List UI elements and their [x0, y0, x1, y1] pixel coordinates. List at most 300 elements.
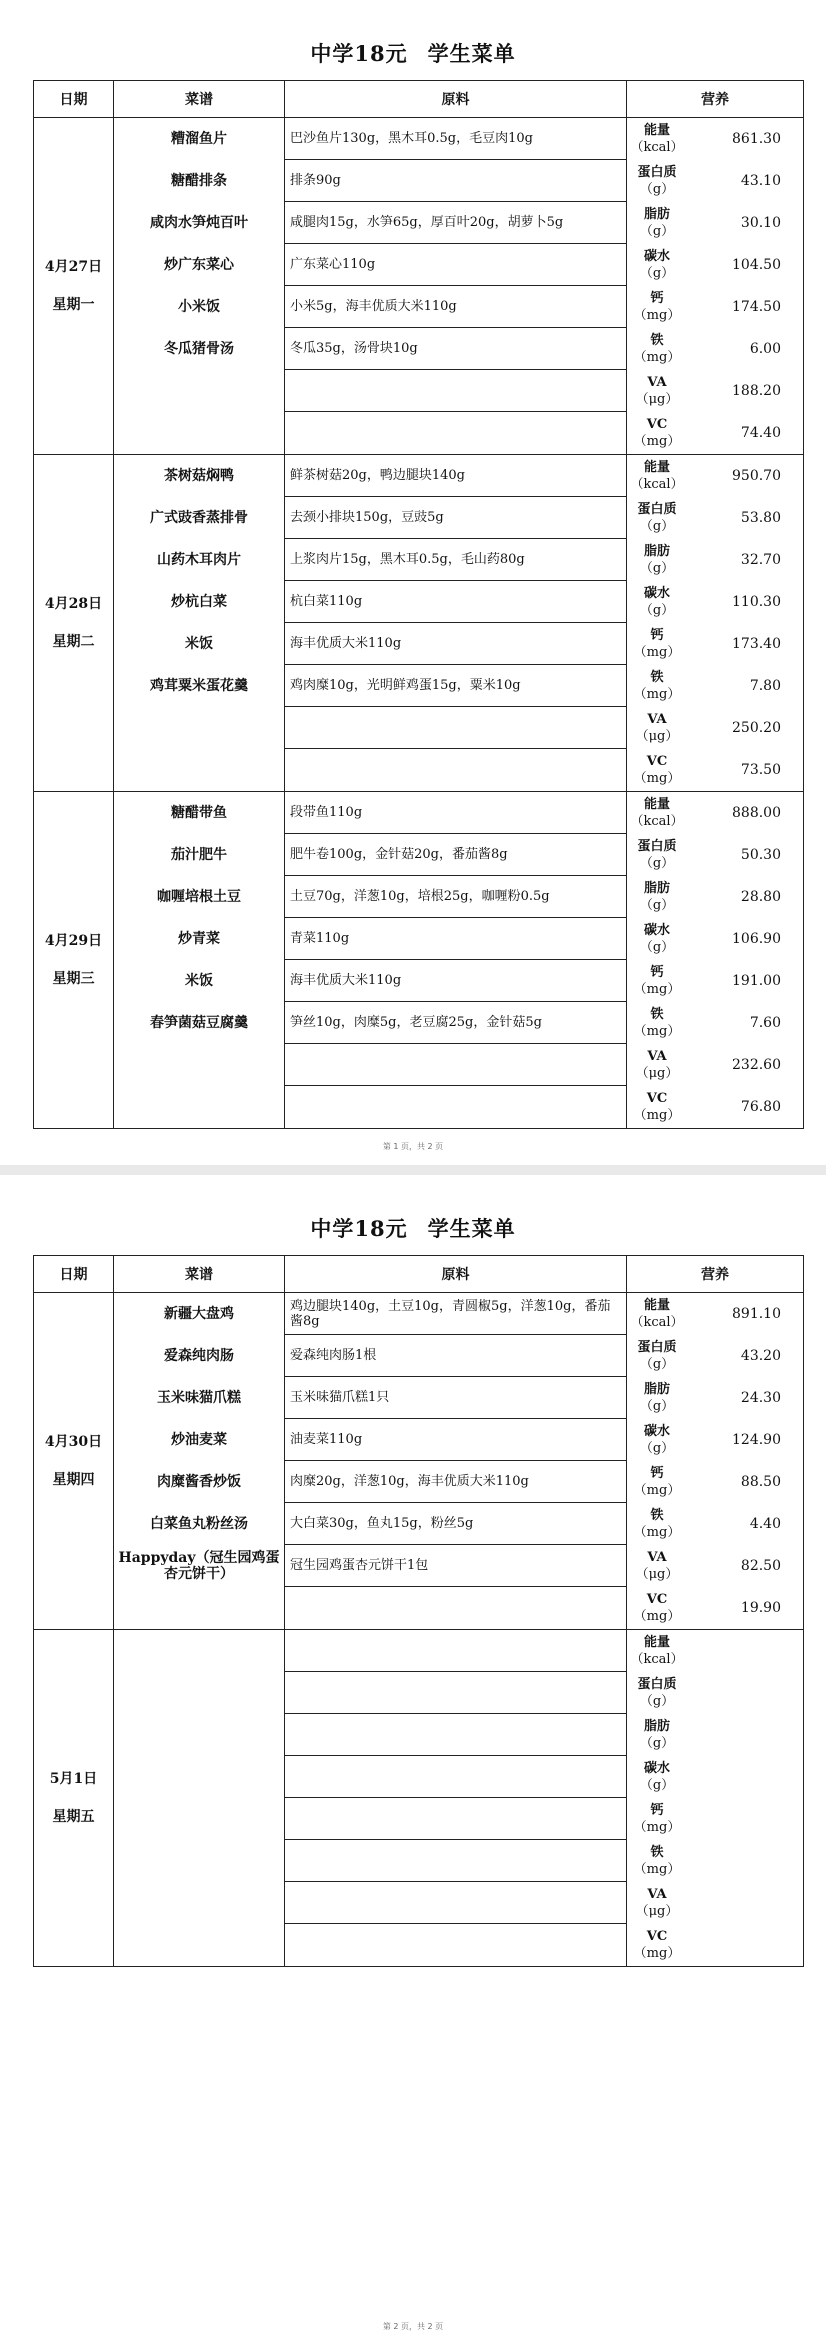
- menu-table: [33, 1255, 804, 1967]
- ingredient-line: 巴沙鱼片130g，黑木耳0.5g，毛豆肉10g: [285, 118, 626, 160]
- nutrient-value: 888.00: [732, 805, 781, 821]
- nutrient-unit: （mg）: [633, 1525, 681, 1540]
- ingredients-cell: [285, 118, 627, 455]
- nutrient-row: [627, 749, 803, 791]
- nutrient-value: 110.30: [732, 594, 781, 610]
- ingredient-line: 去颈小排块150g，豆豉5g: [285, 497, 626, 539]
- dish-cell: [114, 1293, 285, 1630]
- nutrient-unit: （mg）: [633, 645, 681, 660]
- nutrient-name: 蛋白质: [637, 839, 677, 854]
- menu-page-2: [0, 1175, 826, 2338]
- nutrient-value: 250.20: [732, 720, 781, 736]
- ingredient-line: [285, 412, 626, 454]
- nutrient-value: 76.80: [740, 1099, 781, 1115]
- dish-name: 广式豉香蒸排骨: [150, 510, 248, 526]
- date-cell: [34, 118, 114, 455]
- nutrient-name: 钙: [650, 1803, 664, 1818]
- nutrient-row: [627, 1798, 803, 1840]
- nutrient-name: 蛋白质: [637, 502, 677, 517]
- nutrient-label: [627, 627, 687, 661]
- date-cell: [34, 1293, 114, 1630]
- nutrient-value: 30.10: [740, 215, 781, 231]
- nutrient-name: 蛋白质: [637, 1677, 677, 1692]
- nutrient-row: [627, 497, 803, 539]
- date-label: 4月27日: [44, 259, 103, 275]
- nutrient-unit: （g）: [639, 940, 675, 955]
- nutrient-name: 钙: [650, 1466, 664, 1481]
- weekday-label: 星期五: [52, 1809, 95, 1825]
- nutrient-label: [627, 164, 687, 198]
- dish-name: 糖醋带鱼: [171, 805, 227, 821]
- nutrient-row: [627, 1840, 803, 1882]
- page-footer: 第 2 页，共 2 页: [382, 2322, 444, 2331]
- nutrient-row: [627, 455, 803, 497]
- ingredients-cell: [285, 455, 627, 792]
- nutrient-label: [627, 543, 687, 577]
- dish-name: 咸肉水笋炖百叶: [150, 215, 248, 231]
- nutrient-value: 104.50: [732, 257, 781, 273]
- nutrient-name: 铁: [650, 1845, 664, 1860]
- nutrient-value: 6.00: [749, 341, 781, 357]
- nutrient-row: [627, 1419, 803, 1461]
- nutrient-label: [627, 1718, 687, 1752]
- nutrient-row: [627, 665, 803, 707]
- nutrient-value: 73.50: [740, 762, 781, 778]
- nutrient-name: 铁: [650, 670, 664, 685]
- nutrient-name: 铁: [650, 1508, 664, 1523]
- nutrient-label: [627, 1591, 687, 1625]
- nutrient-row: [627, 707, 803, 749]
- nutrient-unit: （mg）: [633, 771, 681, 786]
- header-dish: 菜谱: [114, 1256, 285, 1293]
- nutrient-value: 4.40: [749, 1516, 781, 1532]
- nutrient-row: [627, 412, 803, 454]
- header-ingredients: 原料: [285, 81, 627, 118]
- nutrient-unit: （mg）: [633, 1024, 681, 1039]
- dish-name: 茄汁肥牛: [171, 847, 227, 863]
- nutrient-row: [627, 876, 803, 918]
- ingredient-line: [285, 1882, 626, 1924]
- ingredient-line: 土豆70g，洋葱10g，培根25g，咖喱粉0.5g: [285, 876, 626, 918]
- nutrient-label: [627, 838, 687, 872]
- dish-name: 爱森纯肉肠: [164, 1348, 234, 1364]
- nutrient-label: [627, 1048, 687, 1082]
- nutrient-name: 能量: [643, 1298, 670, 1313]
- nutrient-name: VC: [646, 1929, 668, 1944]
- date-label: 5月1日: [49, 1771, 98, 1787]
- dish-name: 鸡茸粟米蛋花羹: [150, 678, 248, 694]
- nutrient-row: [627, 370, 803, 412]
- dish-cell: [114, 455, 285, 792]
- ingredient-line: 杭白菜110g: [285, 581, 626, 623]
- nutrient-row: [627, 834, 803, 876]
- header-dish: 菜谱: [114, 81, 285, 118]
- nutrient-label: [627, 669, 687, 703]
- ingredient-line: 肉糜20g，洋葱10g，海丰优质大米110g: [285, 1461, 626, 1503]
- nutrition-cell: [627, 792, 804, 1129]
- nutrient-value: 88.50: [740, 1474, 781, 1490]
- nutrient-unit: （μg）: [635, 729, 679, 744]
- nutrient-unit: （g）: [639, 266, 675, 281]
- nutrient-unit: （kcal）: [630, 477, 684, 492]
- ingredient-line: 鸡肉糜10g，光明鲜鸡蛋15g，粟米10g: [285, 665, 626, 707]
- ingredient-line: [285, 1924, 626, 1966]
- nutrient-label: [627, 1886, 687, 1920]
- nutrient-unit: （mg）: [633, 308, 681, 323]
- nutrient-name: VA: [647, 1550, 667, 1565]
- nutrient-row: [627, 1086, 803, 1128]
- ingredient-line: 油麦菜110g: [285, 1419, 626, 1461]
- ingredient-line: 上浆肉片15g，黑木耳0.5g，毛山药80g: [285, 539, 626, 581]
- nutrient-row: [627, 918, 803, 960]
- nutrient-row: [627, 1293, 803, 1335]
- ingredient-line: 小米5g，海丰优质大米110g: [285, 286, 626, 328]
- nutrient-unit: （mg）: [633, 1108, 681, 1123]
- nutrient-row: [627, 1545, 803, 1587]
- dish-name: 春笋菌菇豆腐羹: [150, 1015, 248, 1031]
- nutrient-unit: （g）: [639, 1778, 675, 1793]
- nutrient-row: [627, 1377, 803, 1419]
- nutrient-unit: （g）: [639, 856, 675, 871]
- nutrient-label: [627, 711, 687, 745]
- nutrient-unit: （kcal）: [630, 140, 684, 155]
- nutrient-value: 950.70: [732, 468, 781, 484]
- nutrient-unit: （g）: [639, 224, 675, 239]
- nutrient-unit: （mg）: [633, 350, 681, 365]
- nutrient-value: 43.10: [740, 173, 781, 189]
- ingredient-line: 青菜110g: [285, 918, 626, 960]
- nutrient-name: VA: [647, 712, 667, 727]
- nutrient-name: VA: [647, 1887, 667, 1902]
- nutrient-unit: （g）: [639, 898, 675, 913]
- nutrition-cell: [627, 455, 804, 792]
- nutrient-label: [627, 1507, 687, 1541]
- nutrient-name: VC: [646, 1592, 668, 1607]
- nutrient-label: [627, 122, 687, 156]
- day-row: [34, 1630, 804, 1967]
- ingredient-line: 爱森纯肉肠1根: [285, 1335, 626, 1377]
- nutrient-unit: （g）: [639, 182, 675, 197]
- nutrient-label: [627, 1676, 687, 1710]
- nutrient-value: 173.40: [732, 636, 781, 652]
- header-date: 日期: [34, 1256, 114, 1293]
- menu-page-1: [0, 0, 826, 1165]
- nutrient-unit: （mg）: [633, 687, 681, 702]
- nutrient-value: 191.00: [732, 973, 781, 989]
- nutrient-label: [627, 1381, 687, 1415]
- ingredient-line: 鲜茶树菇20g，鸭边腿块140g: [285, 455, 626, 497]
- ingredient-line: 冠生园鸡蛋杏元饼干1包: [285, 1545, 626, 1587]
- nutrient-unit: （mg）: [633, 1862, 681, 1877]
- ingredient-line: [285, 1840, 626, 1882]
- nutrient-value: 24.30: [740, 1390, 781, 1406]
- dish-name: 肉糜酱香炒饭: [157, 1474, 241, 1490]
- nutrient-value: 53.80: [740, 510, 781, 526]
- dish-name: 山药木耳肉片: [157, 552, 241, 568]
- nutrient-row: [627, 1924, 803, 1966]
- nutrient-name: 能量: [643, 797, 670, 812]
- page-footer: 第 1 页，共 2 页: [382, 1142, 444, 1151]
- nutrient-label: [627, 585, 687, 619]
- nutrient-value: 124.90: [732, 1432, 781, 1448]
- ingredient-line: 鸡边腿块140g，土豆10g，青圆椒5g，洋葱10g，番茄酱8g: [285, 1293, 626, 1335]
- nutrition-cell: [627, 1293, 804, 1630]
- ingredient-line: [285, 749, 626, 791]
- nutrient-unit: （g）: [639, 603, 675, 618]
- nutrient-row: [627, 1630, 803, 1672]
- nutrient-value: 32.70: [740, 552, 781, 568]
- dish-name: 小米饭: [178, 299, 220, 315]
- nutrient-row: [627, 286, 803, 328]
- nutrient-unit: （kcal）: [630, 814, 684, 829]
- nutrient-name: VC: [646, 417, 668, 432]
- nutrient-row: [627, 1002, 803, 1044]
- nutrient-unit: （mg）: [633, 1483, 681, 1498]
- nutrient-label: [627, 796, 687, 830]
- nutrient-row: [627, 1882, 803, 1924]
- nutrient-unit: （g）: [639, 1736, 675, 1751]
- nutrient-value: 28.80: [740, 889, 781, 905]
- menu-table: [33, 80, 804, 1129]
- nutrient-row: [627, 960, 803, 1002]
- nutrient-value: 7.60: [749, 1015, 781, 1031]
- header-date: 日期: [34, 81, 114, 118]
- nutrient-name: 铁: [650, 1007, 664, 1022]
- nutrient-name: 碳水: [643, 249, 670, 264]
- page-title: 中学18元 学生菜单: [310, 1216, 516, 1241]
- dish-name: 糟溜鱼片: [171, 131, 227, 147]
- nutrient-value: 861.30: [732, 131, 781, 147]
- dish-name: 新疆大盘鸡: [164, 1306, 234, 1322]
- ingredient-line: [285, 707, 626, 749]
- ingredients-cell: [285, 792, 627, 1129]
- page-title: 中学18元 学生菜单: [310, 41, 516, 66]
- nutrient-label: [627, 1339, 687, 1373]
- dish-name: 炒广东菜心: [164, 257, 234, 273]
- dish-name: 茶树菇焖鸭: [164, 468, 234, 484]
- nutrient-row: [627, 328, 803, 370]
- nutrient-unit: （g）: [639, 519, 675, 534]
- nutrient-name: 能量: [643, 460, 670, 475]
- nutrient-label: [627, 1928, 687, 1962]
- ingredient-line: [285, 1756, 626, 1798]
- nutrient-name: VC: [646, 754, 668, 769]
- nutrient-label: [627, 1297, 687, 1331]
- nutrient-unit: （g）: [639, 1441, 675, 1456]
- nutrient-unit: （mg）: [633, 982, 681, 997]
- dish-name: Happyday（冠生园鸡蛋杏元饼干）: [118, 1550, 280, 1582]
- nutrient-row: [627, 1672, 803, 1714]
- nutrient-name: VA: [647, 375, 667, 390]
- header-nutrition: 营养: [627, 81, 804, 118]
- nutrient-value: 188.20: [732, 383, 781, 399]
- nutrient-row: [627, 244, 803, 286]
- nutrition-cell: [627, 1630, 804, 1967]
- nutrient-label: [627, 290, 687, 324]
- dish-name: 糖醋排条: [171, 173, 227, 189]
- nutrient-name: VC: [646, 1091, 668, 1106]
- nutrient-name: 脂肪: [643, 207, 670, 222]
- dish-cell: [114, 118, 285, 455]
- nutrient-value: 82.50: [740, 1558, 781, 1574]
- nutrient-name: 碳水: [643, 1424, 670, 1439]
- ingredient-line: 海丰优质大米110g: [285, 623, 626, 665]
- dish-name: 米饭: [185, 636, 213, 652]
- nutrient-value: 174.50: [732, 299, 781, 315]
- nutrient-row: [627, 581, 803, 623]
- weekday-label: 星期二: [52, 634, 95, 650]
- dish-cell: [114, 792, 285, 1129]
- nutrient-label: [627, 1634, 687, 1668]
- nutrient-unit: （g）: [639, 1399, 675, 1414]
- ingredients-cell: [285, 1630, 627, 1967]
- dish-cell: [114, 1630, 285, 1967]
- nutrient-label: [627, 1844, 687, 1878]
- weekday-label: 星期三: [52, 971, 95, 987]
- ingredient-line: [285, 370, 626, 412]
- nutrient-name: 能量: [643, 1635, 670, 1650]
- nutrient-row: [627, 1587, 803, 1629]
- nutrient-name: 蛋白质: [637, 1340, 677, 1355]
- nutrient-value: 43.20: [740, 1348, 781, 1364]
- nutrient-row: [627, 160, 803, 202]
- nutrient-label: [627, 1760, 687, 1794]
- ingredient-line: 段带鱼110g: [285, 792, 626, 834]
- ingredient-line: 笋丝10g，肉糜5g，老豆腐25g，金针菇5g: [285, 1002, 626, 1044]
- nutrient-row: [627, 1714, 803, 1756]
- nutrient-value: 74.40: [740, 425, 781, 441]
- ingredient-line: 海丰优质大米110g: [285, 960, 626, 1002]
- nutrient-unit: （mg）: [633, 1946, 681, 1961]
- nutrient-label: [627, 206, 687, 240]
- dish-name: 冬瓜猪骨汤: [164, 341, 234, 357]
- date-cell: [34, 792, 114, 1129]
- nutrient-row: [627, 202, 803, 244]
- nutrient-name: 碳水: [643, 1761, 670, 1776]
- ingredient-line: 咸腿肉15g，水笋65g，厚百叶20g，胡萝卜5g: [285, 202, 626, 244]
- nutrient-unit: （mg）: [633, 434, 681, 449]
- dish-name: 米饭: [185, 973, 213, 989]
- dish-name: 玉米味猫爪糕: [157, 1390, 241, 1406]
- nutrient-value: 50.30: [740, 847, 781, 863]
- nutrient-unit: （g）: [639, 561, 675, 576]
- nutrient-row: [627, 1461, 803, 1503]
- nutrient-row: [627, 1335, 803, 1377]
- day-row: [34, 1293, 804, 1630]
- ingredient-line: 广东菜心110g: [285, 244, 626, 286]
- nutrient-name: 碳水: [643, 586, 670, 601]
- nutrient-row: [627, 539, 803, 581]
- nutrient-name: 碳水: [643, 923, 670, 938]
- nutrient-label: [627, 922, 687, 956]
- nutrient-unit: （kcal）: [630, 1315, 684, 1330]
- header-ingredients: 原料: [285, 1256, 627, 1293]
- header-nutrition: 营养: [627, 1256, 804, 1293]
- nutrient-label: [627, 416, 687, 450]
- nutrient-label: [627, 1006, 687, 1040]
- ingredient-line: 玉米味猫爪糕1只: [285, 1377, 626, 1419]
- nutrient-label: [627, 880, 687, 914]
- nutrient-row: [627, 623, 803, 665]
- date-cell: [34, 1630, 114, 1967]
- nutrient-row: [627, 1503, 803, 1545]
- ingredient-line: [285, 1086, 626, 1128]
- nutrient-row: [627, 1044, 803, 1086]
- nutrient-name: 能量: [643, 123, 670, 138]
- date-cell: [34, 455, 114, 792]
- nutrient-label: [627, 1090, 687, 1124]
- nutrient-unit: （g）: [639, 1357, 675, 1372]
- ingredients-cell: [285, 1293, 627, 1630]
- nutrient-name: 脂肪: [643, 881, 670, 896]
- dish-name: 咖喱培根土豆: [157, 889, 241, 905]
- dish-name: 白菜鱼丸粉丝汤: [150, 1516, 248, 1532]
- ingredient-line: 排条90g: [285, 160, 626, 202]
- ingredient-line: [285, 1714, 626, 1756]
- nutrient-label: [627, 1802, 687, 1836]
- nutrient-unit: （μg）: [635, 1904, 679, 1919]
- day-row: [34, 455, 804, 792]
- nutrient-label: [627, 964, 687, 998]
- nutrient-label: [627, 374, 687, 408]
- nutrient-unit: （μg）: [635, 392, 679, 407]
- ingredient-line: 冬瓜35g，汤骨块10g: [285, 328, 626, 370]
- nutrient-value: 19.90: [740, 1600, 781, 1616]
- nutrient-row: [627, 792, 803, 834]
- nutrient-label: [627, 459, 687, 493]
- ingredient-line: [285, 1044, 626, 1086]
- date-label: 4月29日: [44, 933, 103, 949]
- nutrient-name: VA: [647, 1049, 667, 1064]
- nutrient-label: [627, 753, 687, 787]
- nutrient-name: 脂肪: [643, 1382, 670, 1397]
- nutrient-unit: （kcal）: [630, 1652, 684, 1667]
- day-row: [34, 792, 804, 1129]
- nutrient-value: 7.80: [749, 678, 781, 694]
- nutrient-label: [627, 1465, 687, 1499]
- dish-name: 炒杭白菜: [171, 594, 227, 610]
- nutrient-unit: （mg）: [633, 1820, 681, 1835]
- nutrient-label: [627, 332, 687, 366]
- dish-name: 炒油麦菜: [171, 1432, 227, 1448]
- nutrient-name: 蛋白质: [637, 165, 677, 180]
- nutrient-name: 钙: [650, 291, 664, 306]
- nutrient-unit: （μg）: [635, 1066, 679, 1081]
- nutrient-value: 106.90: [732, 931, 781, 947]
- day-row: [34, 118, 804, 455]
- nutrient-label: [627, 501, 687, 535]
- ingredient-line: [285, 1630, 626, 1672]
- nutrient-label: [627, 248, 687, 282]
- nutrient-row: [627, 118, 803, 160]
- ingredient-line: [285, 1672, 626, 1714]
- nutrient-name: 脂肪: [643, 1719, 670, 1734]
- nutrient-unit: （mg）: [633, 1609, 681, 1624]
- nutrient-label: [627, 1549, 687, 1583]
- nutrient-unit: （μg）: [635, 1567, 679, 1582]
- date-label: 4月30日: [44, 1434, 103, 1450]
- weekday-label: 星期一: [52, 297, 95, 313]
- dish-name: 炒青菜: [178, 931, 220, 947]
- nutrient-label: [627, 1423, 687, 1457]
- ingredient-line: 肥牛卷100g，金针菇20g，番茄酱8g: [285, 834, 626, 876]
- nutrient-value: 891.10: [732, 1306, 781, 1322]
- weekday-label: 星期四: [52, 1472, 95, 1488]
- nutrient-row: [627, 1756, 803, 1798]
- nutrient-name: 钙: [650, 965, 664, 980]
- nutrient-name: 脂肪: [643, 544, 670, 559]
- ingredient-line: [285, 1798, 626, 1840]
